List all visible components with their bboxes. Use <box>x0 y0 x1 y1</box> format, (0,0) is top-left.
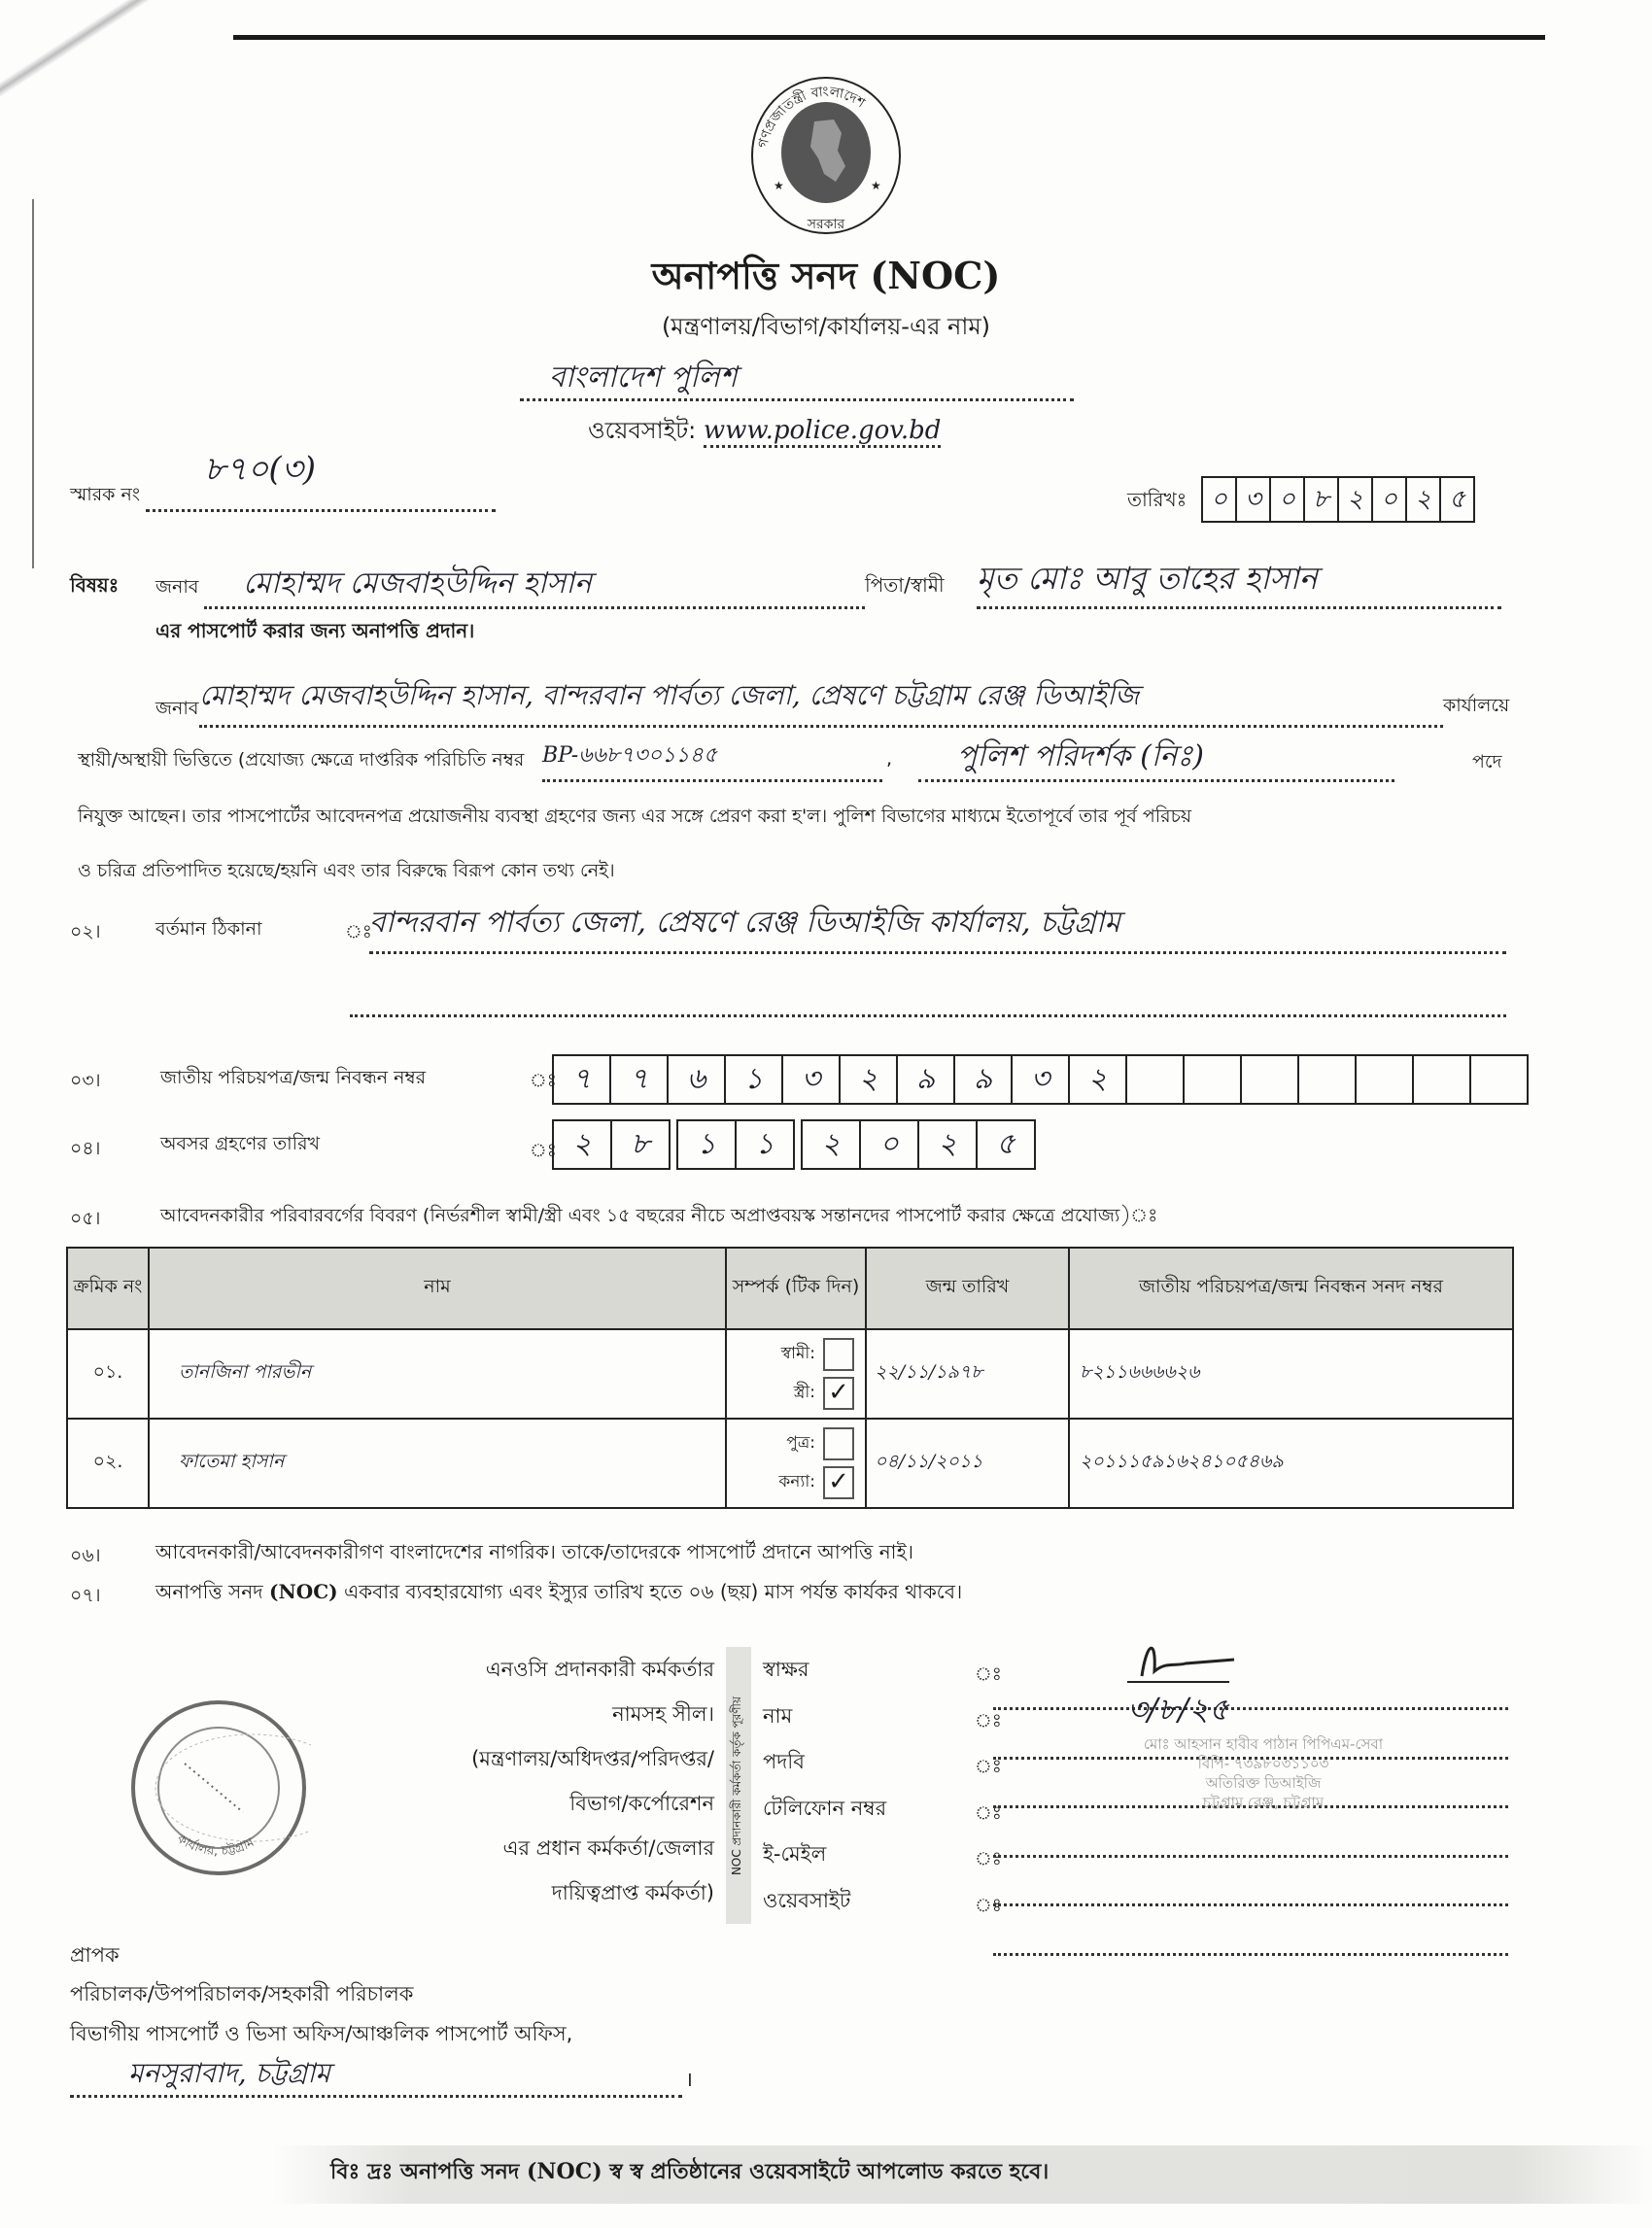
table-row <box>67 1329 1513 1419</box>
table-row <box>67 1419 1513 1508</box>
ret-digit: ১ <box>678 1121 737 1168</box>
field-email-label: ই-মেইল <box>763 1842 827 1866</box>
signature-field[interactable] <box>993 1663 1508 1710</box>
header-serial: ক্রমিক নং <box>67 1248 149 1329</box>
body-line1-end: কার্যালয়ে <box>1443 695 1510 716</box>
memo-row <box>70 450 496 512</box>
body-name-office-value: মোহাম্মদ মেজবাহউদ্দিন হাসান, বান্দরবান পার্বত্য জেলা, প্রেষণে চট্টগ্রাম রেঞ্জ ডিআইজি <box>199 679 1140 711</box>
footer-pre: বিঃ দ্রঃ অনাপত্তি সনদ <box>330 2160 520 2184</box>
address-colon: ঃ <box>345 921 372 943</box>
body-line2-end: পদে <box>1472 751 1502 772</box>
memo-value: ৮৭০(৩) <box>204 450 317 489</box>
ministry-field[interactable] <box>520 358 1074 401</box>
body-janab: জনাব <box>155 698 199 719</box>
family-table <box>66 1247 1514 1509</box>
item-05-number: ০৫। <box>70 1208 101 1229</box>
nid-label: জাতীয় পরিচয়পত্র/জন্ম নিবন্ধন নম্বর <box>160 1067 427 1088</box>
official-id-value: BP-৬৬৮৭৩০১১৪৫ <box>542 743 718 768</box>
website-field-officer[interactable] <box>993 1909 1508 1956</box>
svg-text:★: ★ <box>774 179 784 192</box>
date-digit: ০ <box>1203 478 1237 521</box>
ret-digit: ১ <box>755 1127 774 1161</box>
colon: ঃ <box>975 1894 1002 1916</box>
ministry-caption: (মন্ত্রণালয়/বিভাগ/কার্যালয়-এর নাম) <box>661 313 991 340</box>
signature-date: ৩/৮/২৫ <box>1127 1681 1229 1737</box>
row-serial: ০১. <box>67 1329 149 1419</box>
svg-text:★: ★ <box>871 179 881 192</box>
address-label: বর্তমান ঠিকানা <box>155 918 262 940</box>
row-nid[interactable]: ২০১১১৫৯১৬২৪১০৫৪৬৯ <box>1069 1419 1513 1508</box>
d07-en: (NOC) <box>269 1580 338 1603</box>
emblem-top-text: গণপ্রজাতন্ত্রী বাংলাদেশ <box>755 84 868 150</box>
nid-digit: ৯ <box>898 1056 955 1103</box>
nid-digit: ২ <box>841 1056 898 1103</box>
nid-digit: ৯ <box>955 1056 1013 1103</box>
subject-name-field[interactable] <box>204 566 865 609</box>
stamp-line: মোঃ আহসান হাবীব পাঠান পিপিএম-সেবা <box>1143 1735 1384 1753</box>
ret-digit: ২ <box>803 1121 861 1168</box>
item-06-number: ০৬। <box>70 1545 101 1566</box>
nid-digit <box>1185 1056 1242 1103</box>
ret-digit: ৮ <box>631 1127 650 1161</box>
vertical-label-band <box>726 1647 751 1924</box>
row-dob[interactable]: ০৪/১১/২০১১ <box>866 1419 1069 1508</box>
title-en: (NOC) <box>870 254 1001 297</box>
header-relation: সম্পর্ক (টিক দিন) <box>726 1248 866 1329</box>
date-boxes[interactable] <box>1201 476 1475 523</box>
stamp-line: চট্টগ্রাম রেঞ্জ, চট্টগ্রাম <box>1202 1794 1325 1811</box>
d07-post: একবার ব্যবহারযোগ্য এবং ইস্যুর তারিখ হতে ০৬ (ছয়) মাস পর্যন্ত কার্যকর থাকবে। <box>343 1580 963 1603</box>
ret-digit: ৫ <box>996 1127 1015 1161</box>
field-website-label: ওয়েবসাইট <box>763 1888 851 1912</box>
officer-line: এনওসি প্রদানকারী কর্মকর্তার <box>485 1658 714 1681</box>
relation-son <box>728 1424 864 1463</box>
relation-wife <box>728 1374 864 1413</box>
ret-digit: ০ <box>861 1121 919 1168</box>
body-name-office-field[interactable] <box>199 679 1443 728</box>
nid-digit <box>1299 1056 1357 1103</box>
footer-post: স্ব স্ব প্রতিষ্ঠানের ওয়েবসাইটে আপলোড করতে হবে। <box>609 2160 1050 2184</box>
relation-husband-label: স্বামী: <box>780 1344 815 1363</box>
family-label: আবেদনকারীর পরিবারবর্গের বিবরণ (নির্ভরশীল স্বামী/স্ত্রী এবং ১৫ বছরের নীচে অপ্রাপ্তবয়স্ক সন্তানদের পাসপোর্ট করার ক্ষেত্রে প্রযোজ্য)ঃ <box>160 1205 1158 1226</box>
date-digit: ৩ <box>1237 478 1271 521</box>
row-nid[interactable]: ৮২১১৬৬৬৬২৬ <box>1069 1329 1513 1419</box>
retirement-year[interactable] <box>801 1119 1036 1170</box>
title-bn: অনাপত্তি সনদ <box>651 255 858 297</box>
officer-field-labels <box>763 1647 886 1924</box>
memo-field[interactable] <box>146 450 496 512</box>
row-serial: ০২. <box>67 1419 149 1508</box>
nid-digit <box>1471 1056 1527 1103</box>
nid-digit <box>1357 1056 1414 1103</box>
seal-text: কার্যালয়, চট্টগ্রাম <box>174 1832 258 1860</box>
date-label: তারিখঃ <box>1127 488 1187 511</box>
page-title <box>0 248 1652 310</box>
colon: ঃ <box>975 1756 1002 1777</box>
item-03-number: ০৩। <box>70 1070 101 1091</box>
nid-digit <box>1414 1056 1471 1103</box>
field-designation-label: পদবি <box>763 1750 805 1773</box>
row-relation <box>726 1329 866 1419</box>
address-field-line2[interactable] <box>350 1001 1506 1017</box>
relation-daughter-label: কন্যা: <box>778 1472 815 1491</box>
officer-stamp <box>1108 1734 1419 1812</box>
header-nid: জাতীয় পরিচয়পত্র/জন্ম নিবন্ধন সনদ নম্বর <box>1069 1248 1513 1329</box>
ret-digit: ২ <box>919 1121 978 1168</box>
d07-pre: অনাপত্তি সনদ <box>155 1580 263 1603</box>
officer-instructions <box>379 1647 714 1915</box>
retirement-label: অবসর গ্রহণের তারিখ <box>160 1133 321 1154</box>
body-line2-start: স্থায়ী/অস্থায়ী ভিত্তিতে (প্রযোজ্য ক্ষেত্রে দাপ্তরিক পরিচিতি নম্বর <box>78 749 525 771</box>
website-label: ওয়েবসাইট: <box>588 417 697 444</box>
official-id-field[interactable] <box>542 743 882 782</box>
officer-line: এর প্রধান কর্মকর্তা/জেলার <box>502 1836 714 1860</box>
field-signature-label: স্বাক্ষর <box>763 1658 809 1681</box>
website-row <box>588 413 941 452</box>
recipient-line2: বিভাগীয় পাসপোর্ট ও ভিসা অফিস/আঞ্চলিক পাসপোর্ট অফিস, <box>70 2022 573 2045</box>
recipient-location-field[interactable] <box>70 2057 682 2098</box>
paper-fold-crease <box>0 0 311 119</box>
footer-en: (NOC) <box>527 2159 602 2184</box>
field-phone-label: টেলিফোন নম্বর <box>763 1796 887 1820</box>
nid-digit: ২ <box>1070 1056 1127 1103</box>
designation-field[interactable] <box>918 739 1394 782</box>
row-relation <box>726 1419 866 1508</box>
retirement-day[interactable] <box>552 1119 671 1170</box>
nid-digit: ৭ <box>554 1056 611 1103</box>
footer-note <box>330 2155 1049 2191</box>
item-02-number: ০২। <box>70 921 101 943</box>
officer-line: বিভাগ/কর্পোরেশন <box>569 1792 714 1815</box>
memo-label: স্মারক নং <box>70 484 141 505</box>
subject-line2: এর পাসপোর্ট করার জন্য অনাপত্তি প্রদান। <box>155 619 475 642</box>
date-digit: ২ <box>1339 478 1373 521</box>
address-value: বান্দরবান পার্বত্য জেলা, প্রেষণে রেঞ্জ ডিআইজি কার্যালয়, চট্টগ্রাম <box>369 906 1121 940</box>
retirement-date-boxes[interactable] <box>552 1119 1036 1170</box>
colon: ঃ <box>975 1801 1002 1824</box>
declaration-06: আবেদনকারী/আবেদনকারীগণ বাংলাদেশের নাগরিক। তাকে/তাদেরকে পাসপোর্ট প্রদানে আপত্তি নাই। <box>155 1540 914 1563</box>
relation-son-checkbox[interactable] <box>823 1427 854 1460</box>
recipient-end: । <box>685 2068 693 2091</box>
father-value: মৃত মোঃ আবু তাহের হাসান <box>977 560 1318 597</box>
subject-janab: জনাব <box>155 576 199 598</box>
table-header-row <box>67 1248 1513 1329</box>
nid-digit <box>1127 1056 1185 1103</box>
comma: , <box>886 748 893 770</box>
top-rule <box>233 35 1545 40</box>
relation-wife-checkbox[interactable]: ✓ <box>823 1377 854 1410</box>
website-field[interactable]: www.police.gov.bd <box>704 416 942 448</box>
date-digit: ০ <box>1373 478 1407 521</box>
header-dob: জন্ম তারিখ <box>866 1248 1069 1329</box>
recipient-line1: পরিচালক/উপপরিচালক/সহকারী পরিচালক <box>70 1982 414 2005</box>
nid-digit: ৩ <box>1013 1056 1070 1103</box>
date-digit: ২ <box>1407 478 1441 521</box>
recipient-title: প্রাপক <box>70 1943 120 1967</box>
nid-boxes[interactable] <box>552 1054 1529 1105</box>
retirement-colon: ঃ <box>530 1140 557 1161</box>
body-line3: নিযুক্ত আছেন। তার পাসপোর্টের আবেদনপত্র প্রয়োজনীয় ব্যবস্থা গ্রহণের জন্য এর সঙ্গে প্রেরণ করা হ'ল। পুলিশ বিভাগের মাধ্যমে ইতোপূর্বে তার পূর্ব পরিচয় <box>78 806 1192 827</box>
row-name[interactable]: তানজিনা পারভীন <box>149 1329 726 1419</box>
officer-line: দায়িত্বপ্রাপ্ত কর্মকর্তা) <box>551 1881 714 1904</box>
colon: ঃ <box>975 1848 1002 1869</box>
recipient-location: মনসুরাবাদ, চট্টগ্রাম <box>128 2057 330 2089</box>
stamp-line: অতিরিক্ত ডিআইজি <box>1205 1774 1322 1792</box>
nid-colon: ঃ <box>530 1070 557 1091</box>
date-digit: ৫ <box>1449 485 1465 514</box>
relation-daughter-checkbox[interactable]: ✓ <box>823 1466 854 1499</box>
header-name: নাম <box>149 1248 726 1329</box>
subject-name-value: মোহাম্মদ মেজবাহউদ্দিন হাসান <box>243 566 592 600</box>
stamp-line: বিপি- ৭৩৯৮০৩১১০৩ <box>1197 1755 1329 1772</box>
vertical-label: NOC প্রদানকারী কর্মকর্তা কর্তৃক পূরণীয় <box>730 1696 743 1875</box>
item-07-number: ০৭। <box>70 1585 101 1606</box>
ret-digit: ২ <box>554 1121 612 1168</box>
officer-line: নামসহ সীল। <box>612 1702 714 1726</box>
nid-digit <box>1242 1056 1299 1103</box>
declaration-07 <box>155 1578 962 1610</box>
email-field[interactable] <box>993 1860 1508 1906</box>
colon: ঃ <box>975 1709 1002 1731</box>
svg-text:কার্যালয়, চট্টগ্রাম <box>174 1832 258 1860</box>
date-digit: ৮ <box>1305 478 1339 521</box>
relation-wife-label: স্ত্রী: <box>793 1383 815 1402</box>
relation-husband-checkbox[interactable] <box>823 1338 854 1371</box>
father-field[interactable] <box>977 560 1501 609</box>
retirement-month[interactable] <box>676 1119 795 1170</box>
emblem-bottom-text: সরকার <box>807 217 845 232</box>
father-label: পিতা/স্বামী <box>865 573 945 597</box>
nid-digit: ৩ <box>783 1056 841 1103</box>
date-digit: ০ <box>1271 478 1305 521</box>
relation-husband <box>728 1335 864 1374</box>
office-seal <box>126 1696 311 1880</box>
officer-line: (মন্ত্রণালয়/অধিদপ্তর/পরিদপ্তর/ <box>471 1747 714 1770</box>
row-dob[interactable]: ২২/১১/১৯৭৮ <box>866 1329 1069 1419</box>
address-field-line1[interactable] <box>369 906 1506 954</box>
nid-digit: ১ <box>726 1056 783 1103</box>
field-name-label: নাম <box>763 1703 793 1728</box>
body-line4: ও চরিত্র প্রতিপাদিত হয়েছে/হয়নি এবং তার বিরুদ্ধে বিরূপ কোন তথ্য নেই। <box>78 860 615 881</box>
colon: ঃ <box>975 1663 1002 1685</box>
designation-value: পুলিশ পরিদর্শক (নিঃ) <box>957 739 1204 773</box>
phone-field[interactable] <box>993 1811 1508 1858</box>
row-name[interactable]: ফাতেমা হাসান <box>149 1419 726 1508</box>
relation-son-label: পুত্র: <box>786 1433 815 1453</box>
government-emblem <box>717 73 936 238</box>
ministry-value: বাংলাদেশ পুলিশ <box>549 360 738 394</box>
nid-digit: ৭ <box>611 1056 669 1103</box>
item-04-number: ০৪। <box>70 1138 101 1159</box>
nid-digit: ৬ <box>669 1056 726 1103</box>
relation-daughter <box>728 1463 864 1502</box>
subject-label: বিষয়ঃ <box>70 573 120 597</box>
